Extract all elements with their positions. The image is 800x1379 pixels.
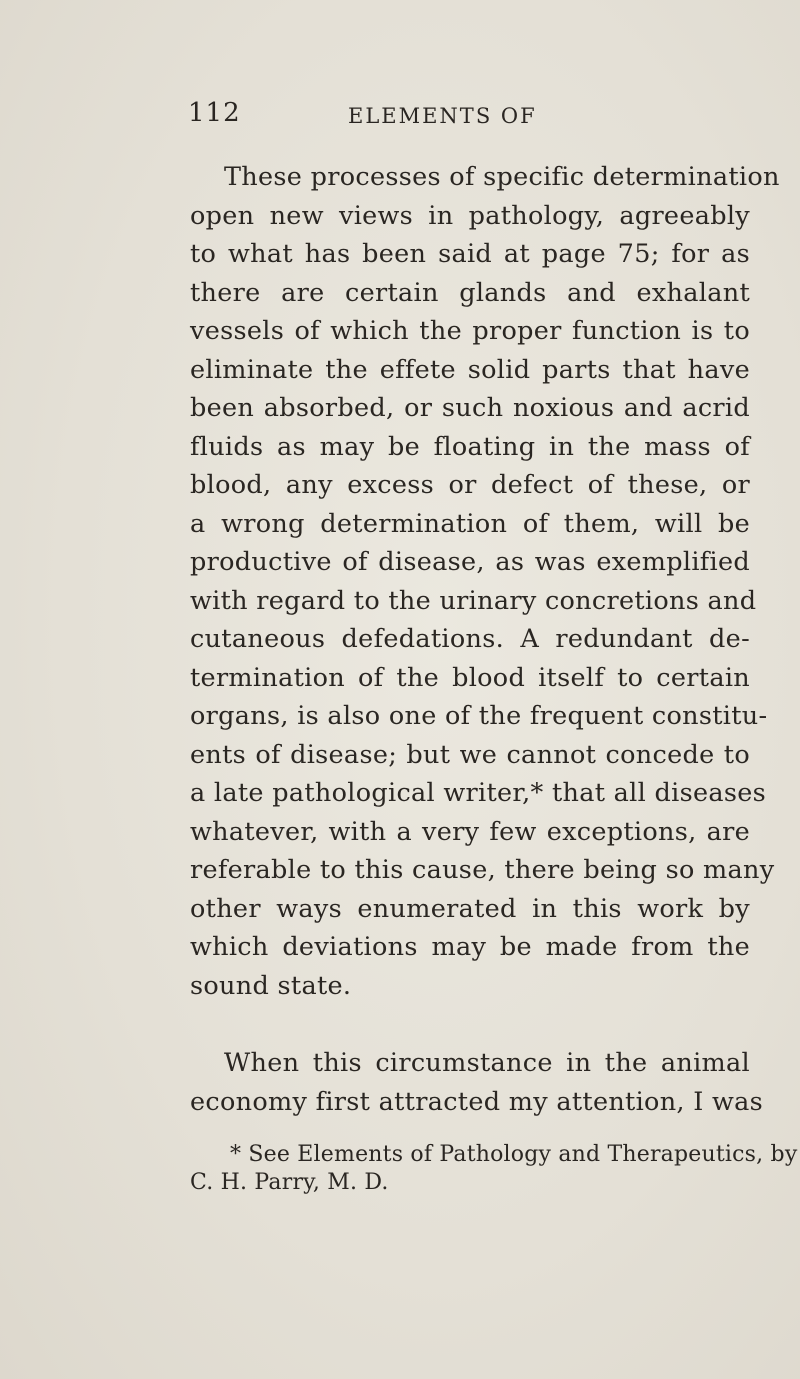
text-line: which deviations may be made from the	[190, 932, 750, 962]
text-line: eliminate the effete solid parts that have	[190, 354, 750, 385]
text-line: a late pathological writer,* that all diseases	[190, 778, 767, 808]
text-line: whatever, with a very few exceptions, are	[190, 816, 750, 847]
text-line: productive of disease, as was exemplified	[190, 547, 750, 577]
text-line: organs, is also one of the frequent constitu-	[190, 701, 768, 731]
text-line: termination of the blood itself to certain	[190, 662, 750, 693]
text-line: When this circumstance in the animal	[224, 1048, 750, 1078]
text-line: with regard to the urinary concretions and	[190, 585, 757, 616]
text-line: a wrong determination of them, will be	[190, 508, 750, 539]
text-line: fluids as may be floating in the mass of	[190, 431, 750, 462]
text-line: ents of disease; but we cannot concede to	[190, 739, 750, 770]
text-line: blood, any excess or defect of these, or	[190, 470, 750, 500]
text-line: to what has been said at page 75; for as	[190, 239, 750, 269]
footnote-line: C. H. Parry, M. D.	[190, 1170, 389, 1195]
body-text	[190, 158, 780, 1121]
paragraph-1	[190, 158, 780, 1005]
page-number: 112	[188, 98, 241, 128]
paragraph-gap	[190, 1005, 750, 1044]
footnote-line: * See Elements of Pathology and Therapeutics, by	[230, 1142, 798, 1167]
text-line: vessels of which the proper function is to	[190, 316, 750, 346]
text-line: been absorbed, or such noxious and acrid	[190, 393, 750, 423]
text-line: open new views in pathology, agreeably	[190, 200, 750, 231]
text-line: there are certain glands and exhalant	[190, 277, 750, 308]
page-header	[188, 98, 748, 138]
text-line: economy first attracted my attention, I was	[190, 1086, 764, 1117]
text-line: other ways enumerated in this work by	[190, 893, 750, 924]
footnote	[190, 1141, 798, 1197]
text-line: sound state.	[190, 970, 352, 1001]
running-head: ELEMENTS OF	[348, 104, 537, 128]
text-line: cutaneous defedations. A redundant de-	[190, 624, 750, 654]
text-line: These processes of specific determination	[224, 162, 780, 192]
text-line: referable to this cause, there being so many	[190, 855, 775, 885]
paragraph-2	[190, 1044, 764, 1121]
